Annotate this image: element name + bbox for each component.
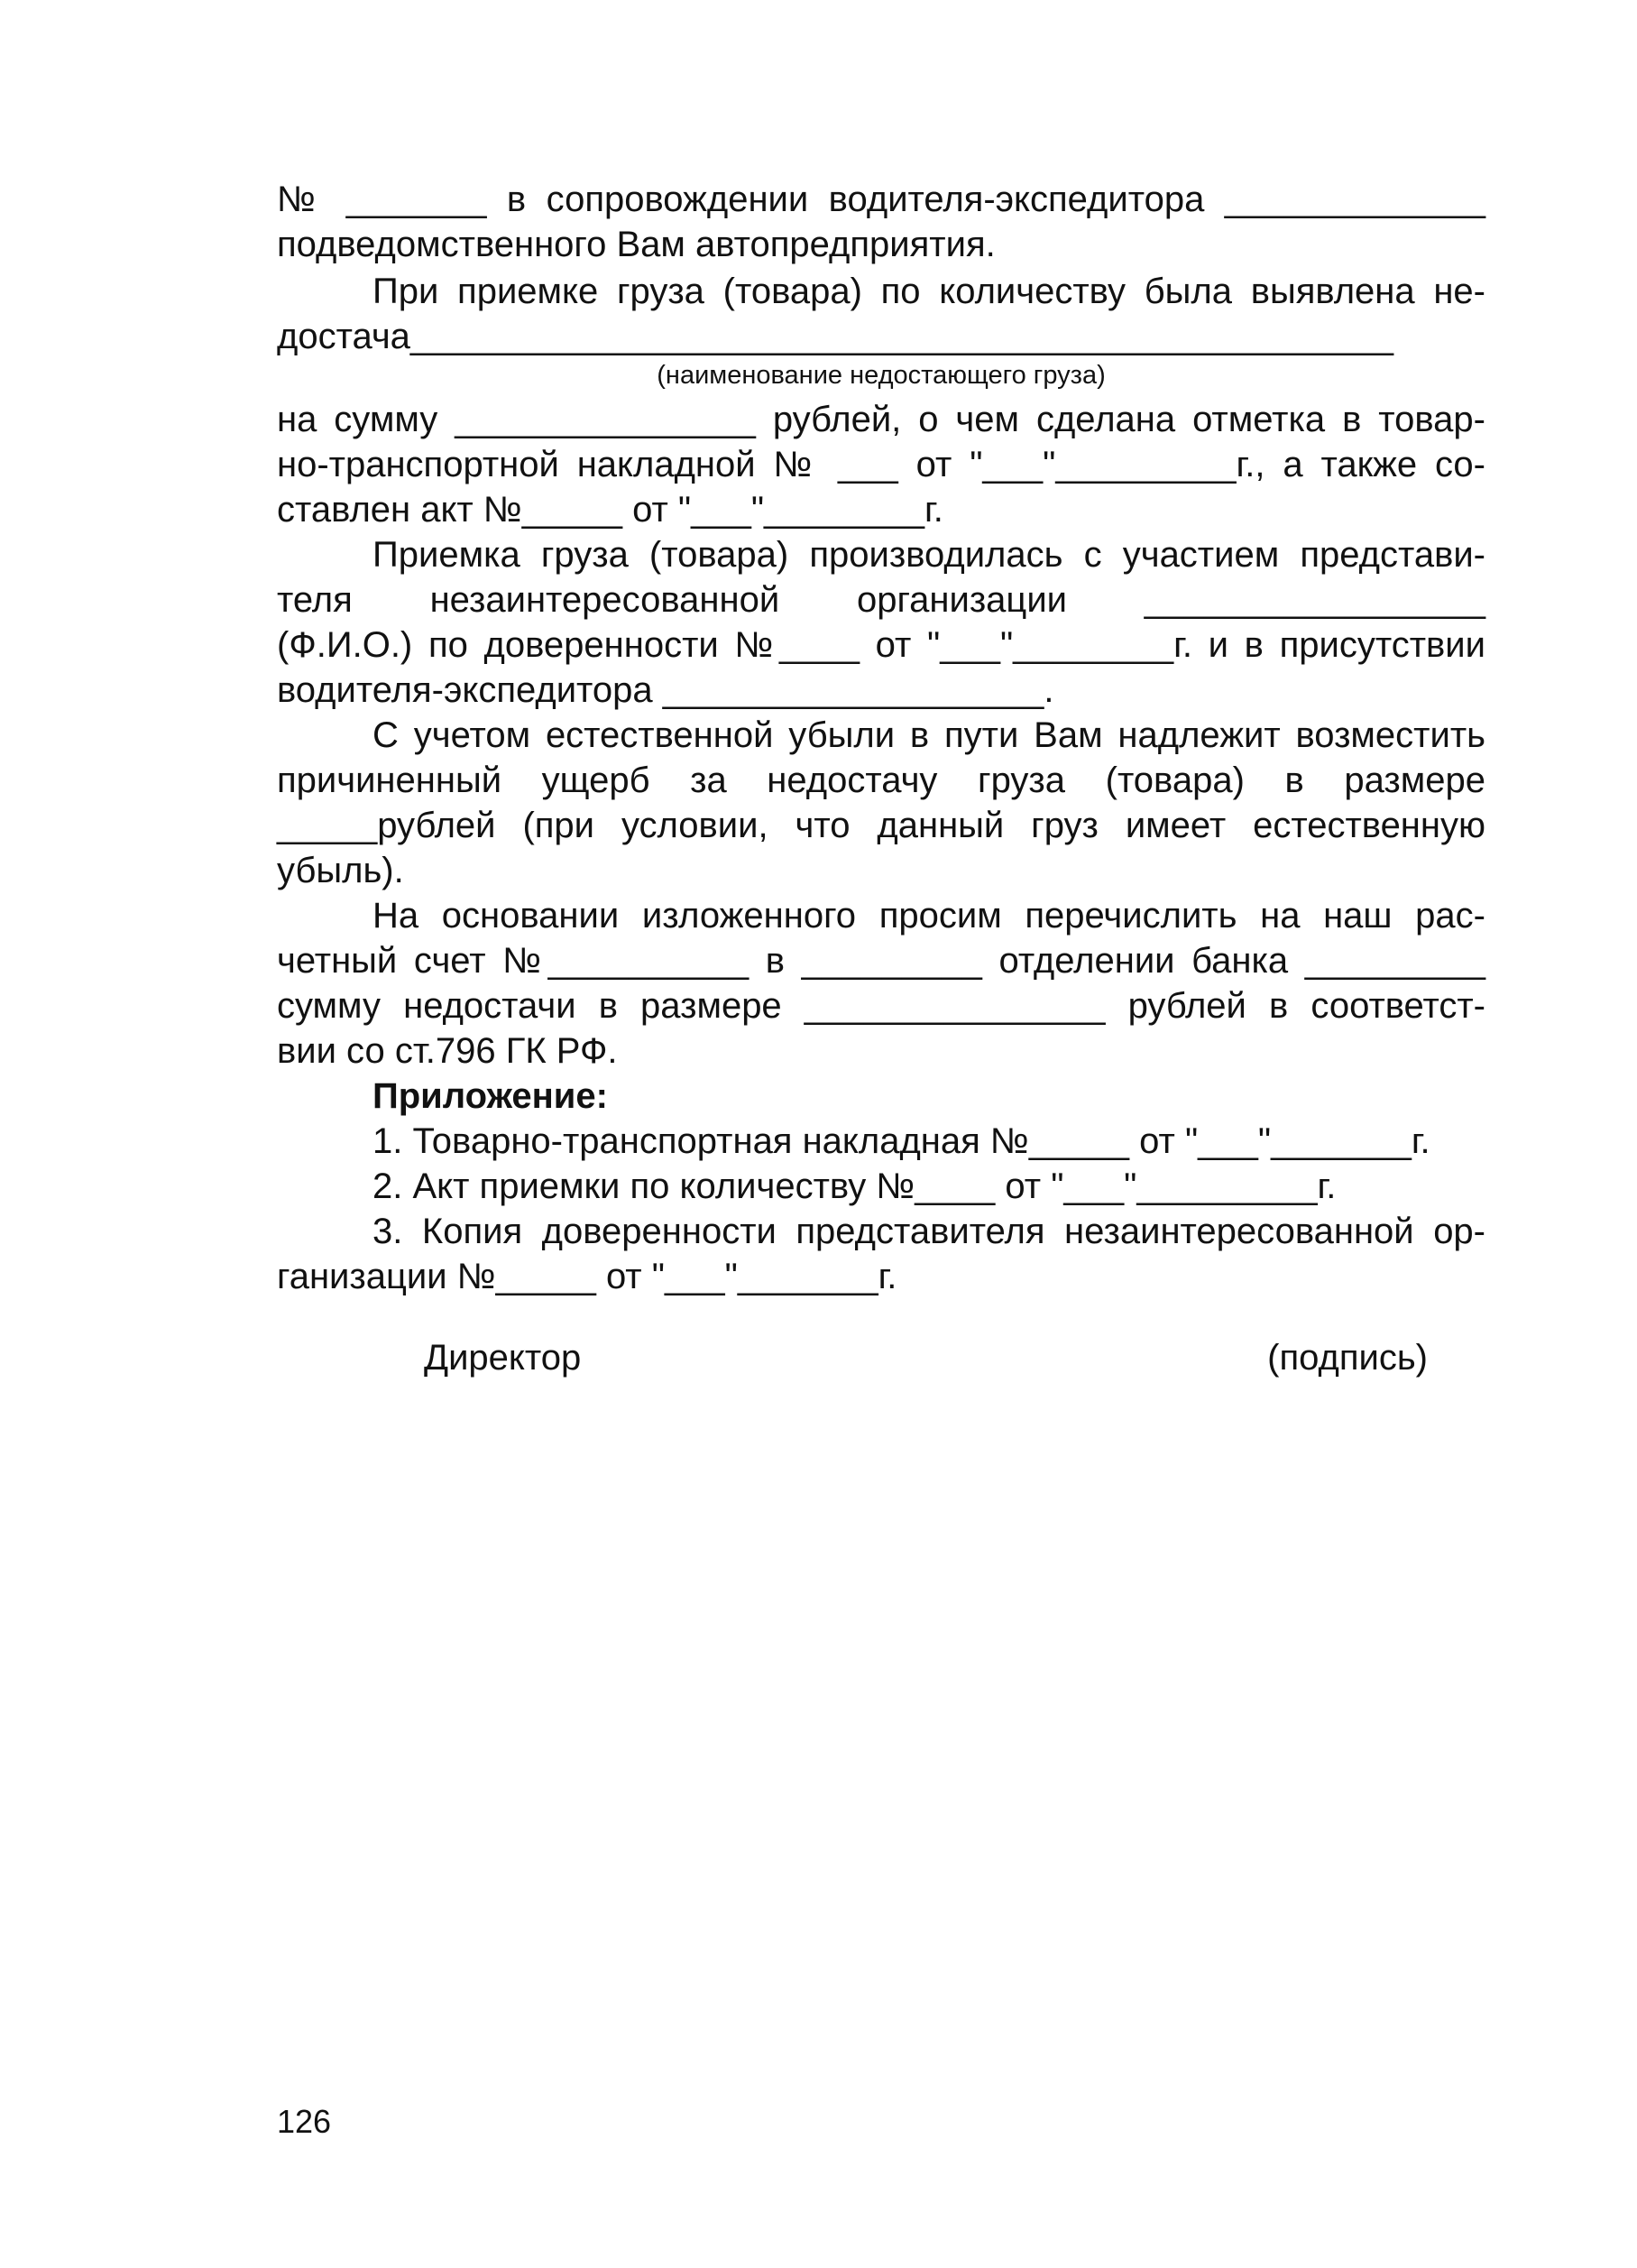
- text-line-16: На основании изложенного просим перечислить на наш рас-: [372, 896, 1485, 936]
- text-line-11: водителя-экспедитора ___________________.: [277, 670, 1054, 710]
- appendix-heading: Приложение:: [372, 1076, 608, 1116]
- text-line-13: причиненный ущерб за недостачу груза (товара) в размере: [277, 761, 1485, 800]
- text-line-17: четный счет №__________ в _________ отделении банка _________: [277, 941, 1485, 981]
- text-line-7: ставлен акт №_____ от "___"________г.: [277, 490, 943, 530]
- signature-placeholder: (подпись): [1267, 1338, 1428, 1378]
- text-line-10: (Ф.И.О.) по доверенности №____ от "___"________г. и в присутствии: [277, 625, 1485, 665]
- appendix-item-3: 3. Копия доверенности представителя незаинтересованной ор-: [372, 1212, 1485, 1251]
- text-line-6: но-транспортной накладной № ___ от "___"_________г., а также со-: [277, 445, 1485, 484]
- text-line-19: вии со ст.796 ГК РФ.: [277, 1031, 618, 1071]
- text-line-12: С учетом естественной убыли в пути Вам надлежит возместить: [372, 715, 1485, 755]
- appendix-item-2: 2. Акт приемки по количеству №____ от "___"_________г.: [372, 1166, 1337, 1206]
- text-line-5: на сумму _______________ рублей, о чем сделана отметка в товар-: [277, 400, 1485, 439]
- text-line-18: сумму недостачи в размере _______________ рублей в соответст-: [277, 986, 1485, 1026]
- signature-title: Директор: [424, 1338, 582, 1378]
- field-caption: (наименование недостающего груза): [657, 361, 1106, 390]
- text-line-14: _____рублей (при условии, что данный груз имеет естественную: [277, 806, 1485, 845]
- appendix-item-3-continued: ганизации №_____ от "___"_______г.: [277, 1257, 897, 1296]
- appendix-item-1: 1. Товарно-транспортная накладная №_____ от "___"_______г.: [372, 1121, 1430, 1161]
- text-line-4: достача_________________________________________________: [277, 317, 1393, 356]
- text-line-2: подведомственного Вам автопредприятия.: [277, 225, 996, 264]
- page-number: 126: [277, 2103, 332, 2140]
- text-line-15: убыль).: [277, 851, 404, 890]
- text-line-8: Приемка груза (товара) производилась с участием представи-: [372, 535, 1485, 575]
- text-line-1: № _______ в сопровождении водителя-экспедитора _____________: [277, 180, 1485, 219]
- text-line-3: При приемке груза (товара) по количеству была выявлена не-: [372, 272, 1485, 311]
- text-line-9: теля незаинтересованной организации _________________: [277, 580, 1485, 620]
